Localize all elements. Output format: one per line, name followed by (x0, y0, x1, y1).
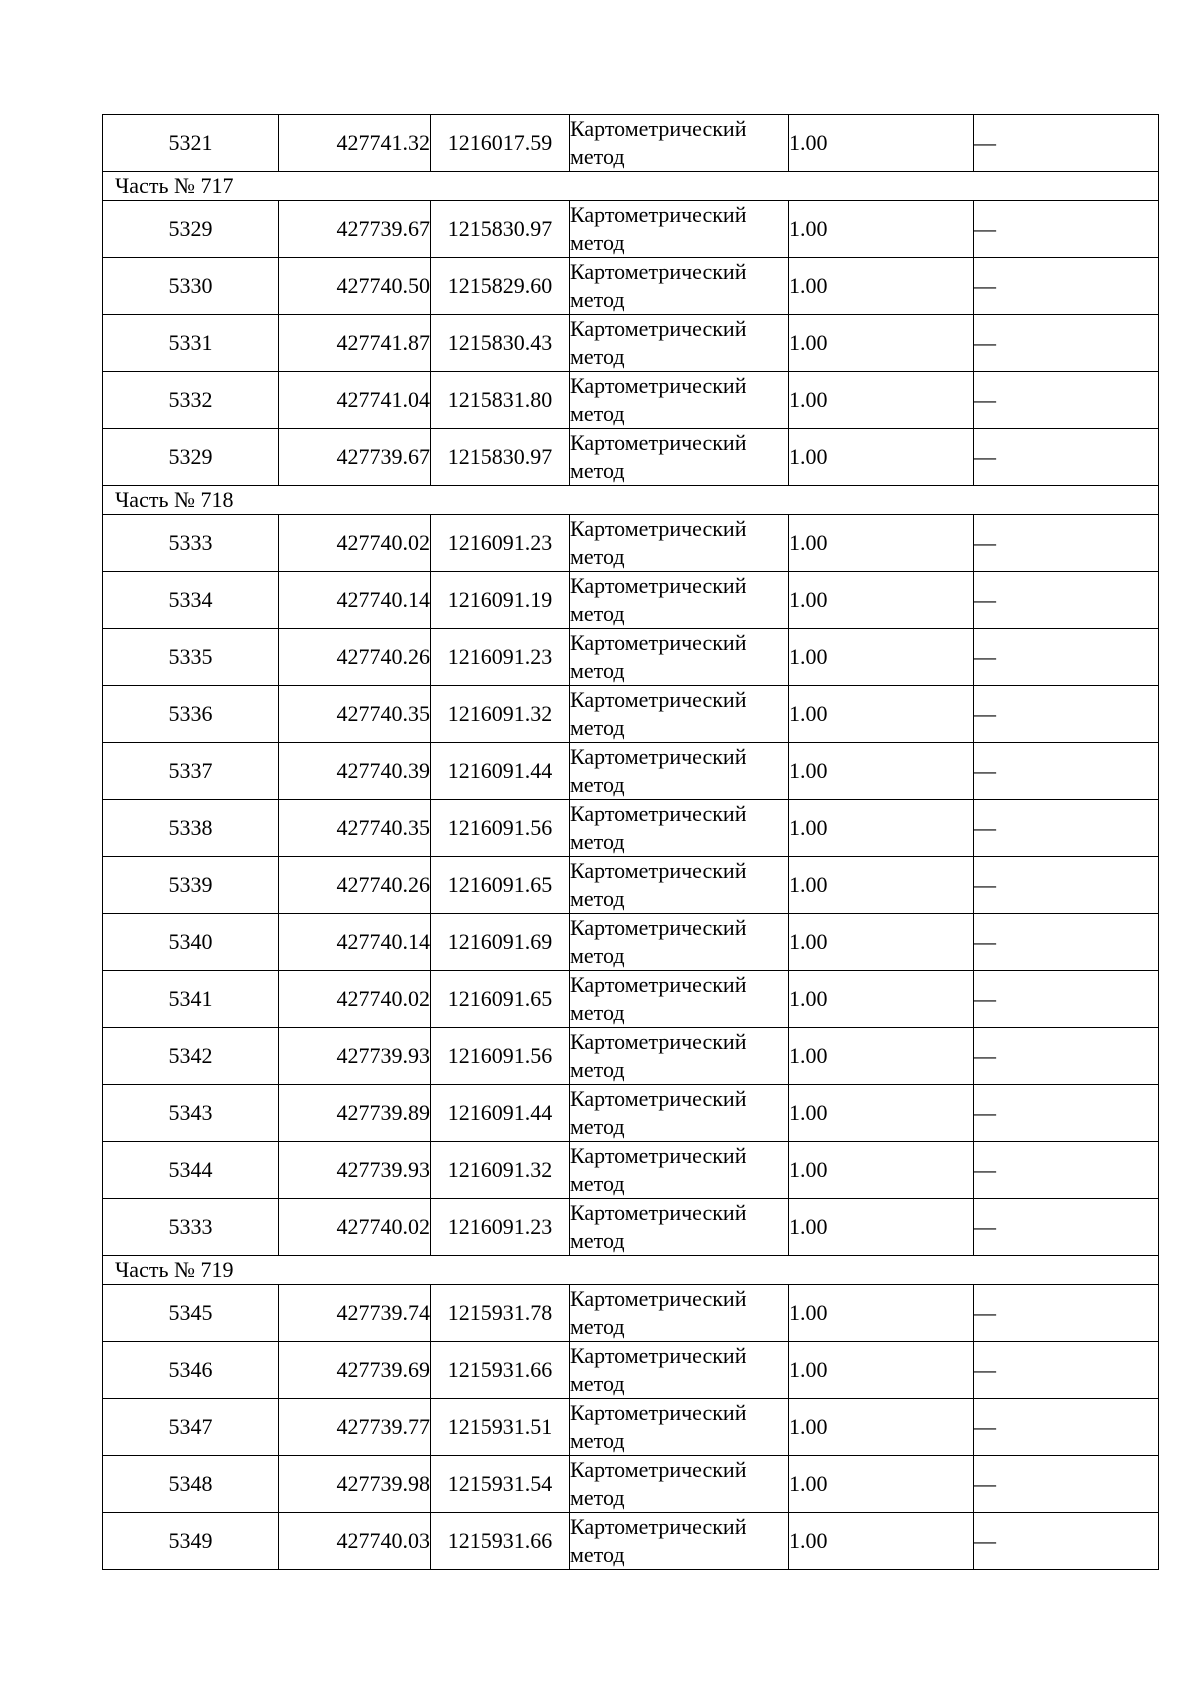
description-cell: — (974, 1342, 1159, 1399)
x-coordinate-cell: 427739.74 (279, 1285, 431, 1342)
description-cell: — (974, 1513, 1159, 1570)
x-coordinate-cell: 427740.35 (279, 686, 431, 743)
method-line-2: метод (570, 144, 625, 169)
description-cell: — (974, 1199, 1159, 1256)
x-coordinate-cell: 427741.04 (279, 372, 431, 429)
y-coordinate-cell: 1216091.23 (431, 1199, 570, 1256)
accuracy-cell: 1.00 (789, 743, 974, 800)
point-number-cell: 5348 (103, 1456, 279, 1513)
point-number-cell: 5339 (103, 857, 279, 914)
table-row (103, 971, 1159, 1028)
point-number-cell: 5334 (103, 572, 279, 629)
method-cell (570, 743, 789, 800)
description-cell: — (974, 1456, 1159, 1513)
method-line-1: Картометрический (570, 1457, 747, 1482)
description-cell: — (974, 1399, 1159, 1456)
point-number-cell: 5335 (103, 629, 279, 686)
accuracy-cell: 1.00 (789, 971, 974, 1028)
accuracy-cell: 1.00 (789, 800, 974, 857)
method-line-1: Картометрический (570, 373, 747, 398)
table-row (103, 258, 1159, 315)
method-cell (570, 629, 789, 686)
method-cell (570, 1142, 789, 1199)
y-coordinate-cell: 1216091.65 (431, 971, 570, 1028)
point-number-cell: 5340 (103, 914, 279, 971)
method-line-2: метод (570, 1542, 625, 1567)
y-coordinate-cell: 1216017.59 (431, 115, 570, 172)
table-row (103, 1399, 1159, 1456)
point-number-cell: 5345 (103, 1285, 279, 1342)
method-cell (570, 372, 789, 429)
accuracy-cell: 1.00 (789, 1199, 974, 1256)
description-cell: — (974, 743, 1159, 800)
method-cell (570, 800, 789, 857)
y-coordinate-cell: 1216091.23 (431, 515, 570, 572)
y-coordinate-cell: 1216091.65 (431, 857, 570, 914)
accuracy-cell: 1.00 (789, 857, 974, 914)
x-coordinate-cell: 427739.89 (279, 1085, 431, 1142)
table-row (103, 629, 1159, 686)
y-coordinate-cell: 1215931.78 (431, 1285, 570, 1342)
y-coordinate-cell: 1216091.44 (431, 743, 570, 800)
accuracy-cell: 1.00 (789, 115, 974, 172)
y-coordinate-cell: 1216091.19 (431, 572, 570, 629)
accuracy-cell: 1.00 (789, 629, 974, 686)
method-cell (570, 201, 789, 258)
x-coordinate-cell: 427740.35 (279, 800, 431, 857)
method-cell (570, 971, 789, 1028)
table-row (103, 743, 1159, 800)
accuracy-cell: 1.00 (789, 315, 974, 372)
point-number-cell: 5331 (103, 315, 279, 372)
table-row (103, 1028, 1159, 1085)
y-coordinate-cell: 1216091.32 (431, 686, 570, 743)
method-line-1: Картометрический (570, 972, 747, 997)
description-cell: — (974, 686, 1159, 743)
table-row (103, 1285, 1159, 1342)
accuracy-cell: 1.00 (789, 686, 974, 743)
method-line-2: метод (570, 401, 625, 426)
method-line-1: Картометрический (570, 202, 747, 227)
method-line-2: метод (570, 458, 625, 483)
x-coordinate-cell: 427740.02 (279, 515, 431, 572)
method-cell (570, 1342, 789, 1399)
x-coordinate-cell: 427739.77 (279, 1399, 431, 1456)
method-line-2: метод (570, 601, 625, 626)
method-line-1: Картометрический (570, 1143, 747, 1168)
description-cell: — (974, 201, 1159, 258)
description-cell: — (974, 429, 1159, 486)
x-coordinate-cell: 427741.87 (279, 315, 431, 372)
method-cell (570, 1085, 789, 1142)
y-coordinate-cell: 1215931.54 (431, 1456, 570, 1513)
method-line-2: метод (570, 943, 625, 968)
method-line-2: метод (570, 1000, 625, 1025)
accuracy-cell: 1.00 (789, 515, 974, 572)
y-coordinate-cell: 1216091.69 (431, 914, 570, 971)
method-line-1: Картометрический (570, 1200, 747, 1225)
method-line-2: метод (570, 1114, 625, 1139)
point-number-cell: 5330 (103, 258, 279, 315)
table-row (103, 800, 1159, 857)
method-line-1: Картометрический (570, 1400, 747, 1425)
description-cell: — (974, 800, 1159, 857)
y-coordinate-cell: 1216091.56 (431, 800, 570, 857)
table-row (103, 857, 1159, 914)
x-coordinate-cell: 427740.14 (279, 572, 431, 629)
x-coordinate-cell: 427740.50 (279, 258, 431, 315)
method-cell (570, 857, 789, 914)
accuracy-cell: 1.00 (789, 1399, 974, 1456)
description-cell: — (974, 1085, 1159, 1142)
method-cell (570, 1399, 789, 1456)
coordinates-table-body (103, 115, 1159, 1570)
description-cell: — (974, 914, 1159, 971)
point-number-cell: 5347 (103, 1399, 279, 1456)
description-cell: — (974, 971, 1159, 1028)
table-row (103, 372, 1159, 429)
x-coordinate-cell: 427739.67 (279, 201, 431, 258)
method-cell (570, 315, 789, 372)
description-cell: — (974, 115, 1159, 172)
description-cell: — (974, 629, 1159, 686)
method-line-1: Картометрический (570, 1086, 747, 1111)
method-line-2: метод (570, 1485, 625, 1510)
method-cell (570, 429, 789, 486)
y-coordinate-cell: 1216091.44 (431, 1085, 570, 1142)
method-line-1: Картометрический (570, 316, 747, 341)
method-line-1: Картометрический (570, 430, 747, 455)
method-line-2: метод (570, 1314, 625, 1339)
method-line-2: метод (570, 544, 625, 569)
accuracy-cell: 1.00 (789, 1342, 974, 1399)
accuracy-cell: 1.00 (789, 914, 974, 971)
table-row (103, 115, 1159, 172)
method-line-2: метод (570, 1228, 625, 1253)
accuracy-cell: 1.00 (789, 1285, 974, 1342)
x-coordinate-cell: 427739.93 (279, 1142, 431, 1199)
description-cell: — (974, 515, 1159, 572)
part-header-row (103, 486, 1159, 515)
x-coordinate-cell: 427740.39 (279, 743, 431, 800)
table-row (103, 515, 1159, 572)
x-coordinate-cell: 427739.93 (279, 1028, 431, 1085)
accuracy-cell: 1.00 (789, 1142, 974, 1199)
x-coordinate-cell: 427740.03 (279, 1513, 431, 1570)
method-line-1: Картометрический (570, 259, 747, 284)
method-cell (570, 1199, 789, 1256)
method-line-1: Картометрический (570, 516, 747, 541)
y-coordinate-cell: 1216091.32 (431, 1142, 570, 1199)
method-line-1: Картометрический (570, 1029, 747, 1054)
point-number-cell: 5343 (103, 1085, 279, 1142)
method-line-2: метод (570, 1057, 625, 1082)
table-row (103, 914, 1159, 971)
description-cell: — (974, 1285, 1159, 1342)
method-line-1: Картометрический (570, 573, 747, 598)
method-cell (570, 115, 789, 172)
part-label: Часть № 719 (103, 1256, 1159, 1285)
method-line-1: Картометрический (570, 687, 747, 712)
y-coordinate-cell: 1215830.97 (431, 201, 570, 258)
accuracy-cell: 1.00 (789, 372, 974, 429)
point-number-cell: 5329 (103, 429, 279, 486)
description-cell: — (974, 1142, 1159, 1199)
description-cell: — (974, 258, 1159, 315)
x-coordinate-cell: 427741.32 (279, 115, 431, 172)
x-coordinate-cell: 427740.26 (279, 857, 431, 914)
y-coordinate-cell: 1215931.66 (431, 1513, 570, 1570)
coordinates-table (102, 114, 1159, 1570)
method-line-2: метод (570, 230, 625, 255)
method-line-2: метод (570, 772, 625, 797)
table-row (103, 1142, 1159, 1199)
table-row (103, 429, 1159, 486)
point-number-cell: 5346 (103, 1342, 279, 1399)
part-header-row (103, 1256, 1159, 1285)
point-number-cell: 5337 (103, 743, 279, 800)
accuracy-cell: 1.00 (789, 1085, 974, 1142)
method-cell (570, 258, 789, 315)
method-cell (570, 686, 789, 743)
method-cell (570, 572, 789, 629)
method-line-1: Картометрический (570, 801, 747, 826)
y-coordinate-cell: 1216091.23 (431, 629, 570, 686)
method-cell (570, 1028, 789, 1085)
method-cell (570, 1285, 789, 1342)
point-number-cell: 5336 (103, 686, 279, 743)
method-line-1: Картометрический (570, 858, 747, 883)
table-row (103, 572, 1159, 629)
method-line-1: Картометрический (570, 1343, 747, 1368)
accuracy-cell: 1.00 (789, 429, 974, 486)
x-coordinate-cell: 427739.69 (279, 1342, 431, 1399)
accuracy-cell: 1.00 (789, 1456, 974, 1513)
accuracy-cell: 1.00 (789, 1513, 974, 1570)
accuracy-cell: 1.00 (789, 1028, 974, 1085)
method-line-2: метод (570, 886, 625, 911)
x-coordinate-cell: 427739.67 (279, 429, 431, 486)
point-number-cell: 5333 (103, 515, 279, 572)
method-cell (570, 515, 789, 572)
y-coordinate-cell: 1215931.51 (431, 1399, 570, 1456)
y-coordinate-cell: 1215829.60 (431, 258, 570, 315)
part-header-row (103, 172, 1159, 201)
table-row (103, 201, 1159, 258)
table-row (103, 1085, 1159, 1142)
point-number-cell: 5349 (103, 1513, 279, 1570)
method-line-1: Картометрический (570, 1286, 747, 1311)
table-row (103, 1456, 1159, 1513)
point-number-cell: 5338 (103, 800, 279, 857)
table-row (103, 686, 1159, 743)
point-number-cell: 5321 (103, 115, 279, 172)
description-cell: — (974, 857, 1159, 914)
y-coordinate-cell: 1215830.97 (431, 429, 570, 486)
point-number-cell: 5344 (103, 1142, 279, 1199)
table-row (103, 1342, 1159, 1399)
part-label: Часть № 718 (103, 486, 1159, 515)
x-coordinate-cell: 427739.98 (279, 1456, 431, 1513)
point-number-cell: 5333 (103, 1199, 279, 1256)
part-label: Часть № 717 (103, 172, 1159, 201)
point-number-cell: 5332 (103, 372, 279, 429)
method-line-2: метод (570, 1428, 625, 1453)
method-line-2: метод (570, 287, 625, 312)
method-line-2: метод (570, 1171, 625, 1196)
method-cell (570, 1456, 789, 1513)
method-line-2: метод (570, 715, 625, 740)
table-row (103, 1199, 1159, 1256)
point-number-cell: 5341 (103, 971, 279, 1028)
method-line-1: Картометрический (570, 915, 747, 940)
y-coordinate-cell: 1215831.80 (431, 372, 570, 429)
x-coordinate-cell: 427740.26 (279, 629, 431, 686)
x-coordinate-cell: 427740.14 (279, 914, 431, 971)
table-row (103, 1513, 1159, 1570)
method-cell (570, 914, 789, 971)
y-coordinate-cell: 1215931.66 (431, 1342, 570, 1399)
description-cell: — (974, 572, 1159, 629)
method-line-2: метод (570, 829, 625, 854)
y-coordinate-cell: 1215830.43 (431, 315, 570, 372)
description-cell: — (974, 372, 1159, 429)
method-line-2: метод (570, 344, 625, 369)
method-line-2: метод (570, 1371, 625, 1396)
description-cell: — (974, 315, 1159, 372)
accuracy-cell: 1.00 (789, 258, 974, 315)
method-line-1: Картометрический (570, 744, 747, 769)
point-number-cell: 5329 (103, 201, 279, 258)
table-row (103, 315, 1159, 372)
description-cell: — (974, 1028, 1159, 1085)
method-line-2: метод (570, 658, 625, 683)
method-cell (570, 1513, 789, 1570)
y-coordinate-cell: 1216091.56 (431, 1028, 570, 1085)
method-line-1: Картометрический (570, 116, 747, 141)
x-coordinate-cell: 427740.02 (279, 1199, 431, 1256)
x-coordinate-cell: 427740.02 (279, 971, 431, 1028)
method-line-1: Картометрический (570, 630, 747, 655)
point-number-cell: 5342 (103, 1028, 279, 1085)
accuracy-cell: 1.00 (789, 201, 974, 258)
accuracy-cell: 1.00 (789, 572, 974, 629)
method-line-1: Картометрический (570, 1514, 747, 1539)
